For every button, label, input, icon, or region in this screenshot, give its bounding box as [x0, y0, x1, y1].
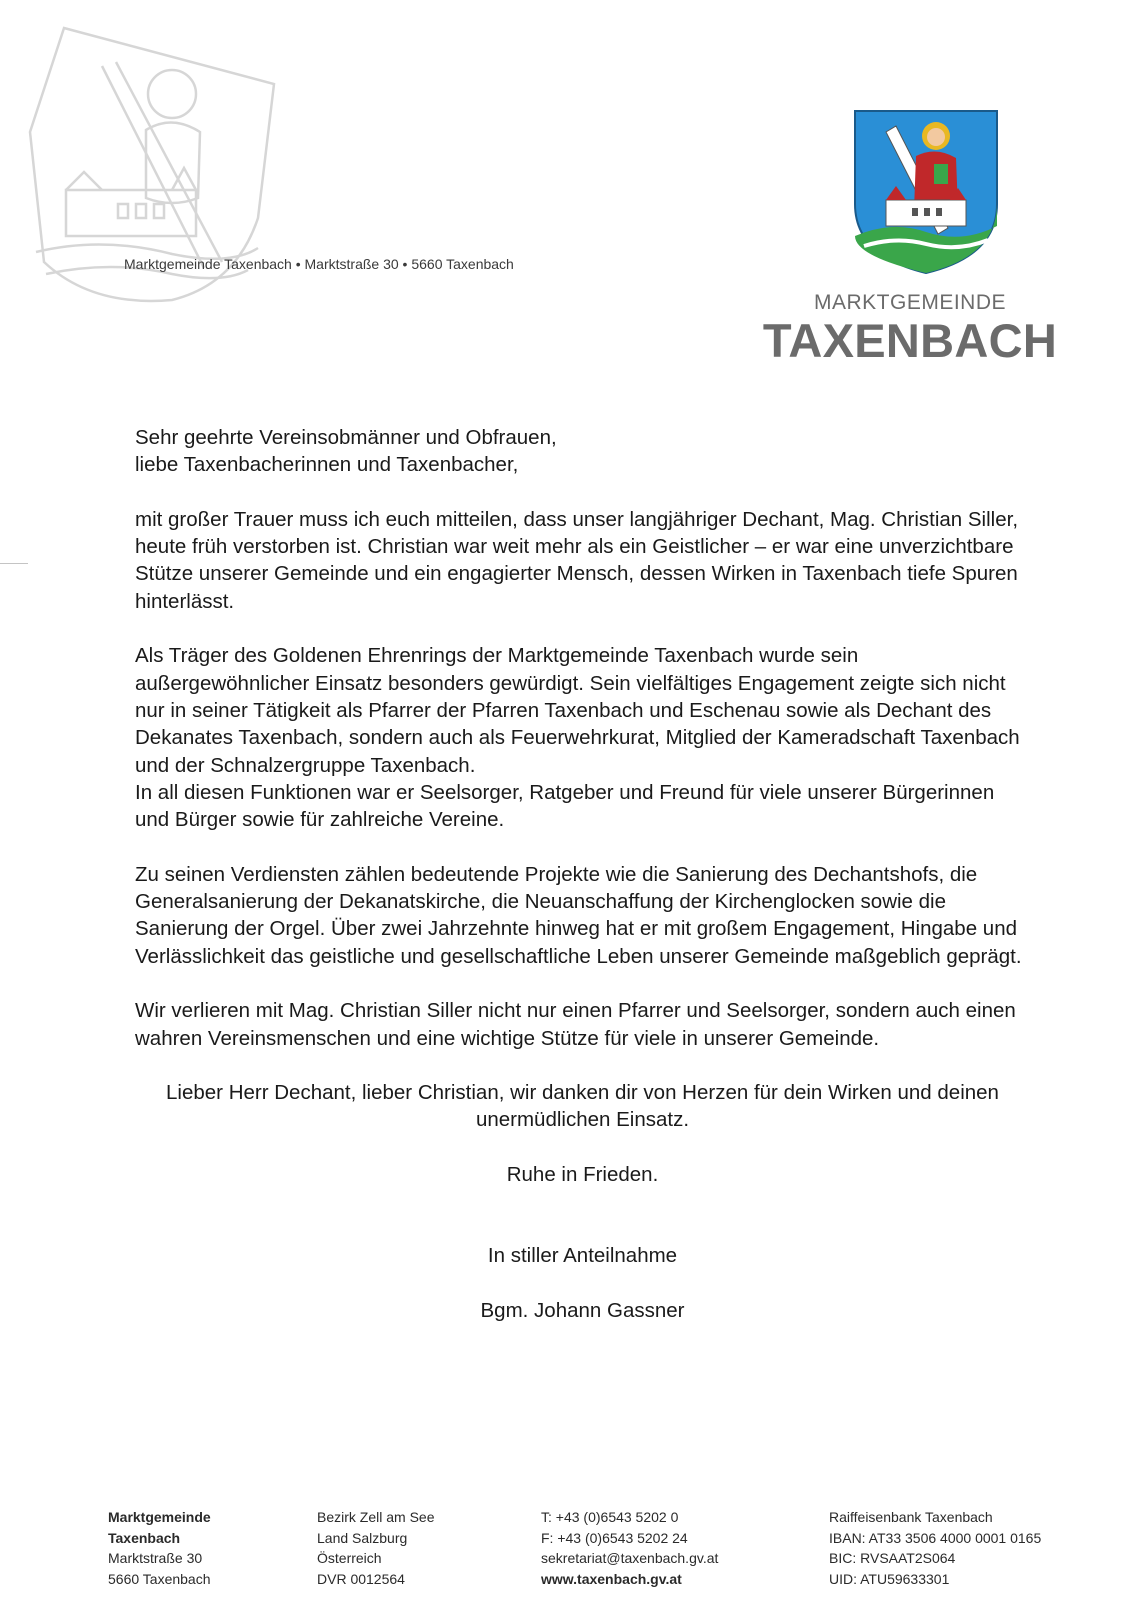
brand-big-text: TAXENBACH [762, 314, 1058, 367]
greeting-line-1: Sehr geehrte Vereinsobmänner und Obfrauen, [135, 426, 557, 449]
thanks-text: Lieber Herr Dechant, lieber Christian, wir danken dir von Herzen für dein Wirken und deinen unermüdlichen Einsatz. [166, 1081, 999, 1132]
footer-column-region [317, 1507, 434, 1589]
footer-email-link[interactable]: sekretariat@taxenbach.gv.at [541, 1550, 719, 1566]
footer-iban: IBAN: AT33 3506 4000 0001 0165 [829, 1529, 1042, 1546]
fold-mark [0, 563, 28, 564]
footer-bic: BIC: RVSAAT2S064 [829, 1550, 956, 1566]
paragraph-3: Zu seinen Verdiensten zählen bedeutende Projekte wie die Sanierung des Dechantshofs, die Generalsanierung der Dekanatskirche, die Neuanschaffung der Kirchenglocken sowie die Sanierung der Orgel. Über zwei Jahrzehnte hinweg hat er mit großem Engagement, Hingabe und Verlässlichkeit das geistliche und gesellschaftliche Leben unserer Gemeinde maßgeblich geprägt. [135, 862, 1022, 968]
signature-text: Bgm. Johann Gassner [480, 1298, 685, 1322]
footer-column-bank [829, 1507, 1041, 1589]
footer-country: Österreich [317, 1550, 382, 1566]
rip-text: Ruhe in Frieden. [506, 1163, 659, 1187]
footer-bank-name: Raiffeisenbank Taxenbach [829, 1509, 993, 1525]
footer-phone: T: +43 (0)6543 5202 0 [541, 1509, 679, 1525]
paragraph-4: Wir verlieren mit Mag. Christian Siller nicht nur einen Pfarrer und Seelsorger, sondern auch einen wahren Vereinsmenschen und eine wichtige Stütze für viele in unserer Gemeinde. [135, 999, 1016, 1050]
letter-body [135, 424, 1030, 1324]
footer-state: Land Salzburg [317, 1529, 408, 1546]
footer-fax: F: +43 (0)6543 5202 24 [541, 1529, 688, 1546]
footer-org-line-2: Taxenbach [108, 1529, 181, 1546]
brand-small-text: MARKTGEMEINDE [813, 291, 1006, 314]
footer-city: 5660 Taxenbach [108, 1570, 211, 1587]
sender-address-line: Marktgemeinde Taxenbach • Marktstraße 30 • 5660 Taxenbach [124, 256, 514, 272]
footer-org-line-1: Marktgemeinde [108, 1509, 211, 1525]
municipal-crest-icon [852, 108, 1000, 276]
footer-column-contact [541, 1507, 718, 1589]
footer-district: Bezirk Zell am See [317, 1509, 435, 1525]
closing-text: In stiller Anteilnahme [487, 1244, 678, 1268]
footer-column-address [108, 1507, 211, 1589]
greeting-line-2: liebe Taxenbacherinnen und Taxenbacher, [135, 453, 519, 477]
brand-wordmark [760, 290, 1060, 366]
paragraph-2b: In all diesen Funktionen war er Seelsorger, Ratgeber und Freund für viele unserer Bürgerinnen und Bürger sowie für zahlreiche Vereine. [135, 780, 995, 832]
footer-uid: UID: ATU59633301 [829, 1570, 950, 1587]
footer-dvr: DVR 0012564 [317, 1570, 405, 1587]
paragraph-1: mit großer Trauer muss ich euch mitteilen, dass unser langjähriger Dechant, Mag. Christian Siller, heute früh verstorben ist. Christian war weit mehr als ein Geistlicher – er war eine unverzichtbare Stütze unserer Gemeinde und ein engagierter Mensch, dessen Wirken in Taxenbach tiefe Spuren hinterlässt. [135, 507, 1019, 613]
footer-street: Marktstraße 30 [108, 1550, 203, 1566]
footer-website-link[interactable]: www.taxenbach.gv.at [541, 1570, 682, 1587]
paragraph-2a: Als Träger des Goldenen Ehrenrings der Marktgemeinde Taxenbach wurde sein außergewöhnlicher Einsatz besonders gewürdigt. Sein vielfältiges Engagement zeigte sich nicht nur in seiner Tätigkeit als Pfarrer der Pfarren Taxenbach und Eschenau sowie als Dechant des Dekanates Taxenbach, sondern auch als Feuerwehrkurat, Mitglied der Kameradschaft Taxenbach und der Schnalzergruppe Taxenbach. [135, 644, 1020, 777]
